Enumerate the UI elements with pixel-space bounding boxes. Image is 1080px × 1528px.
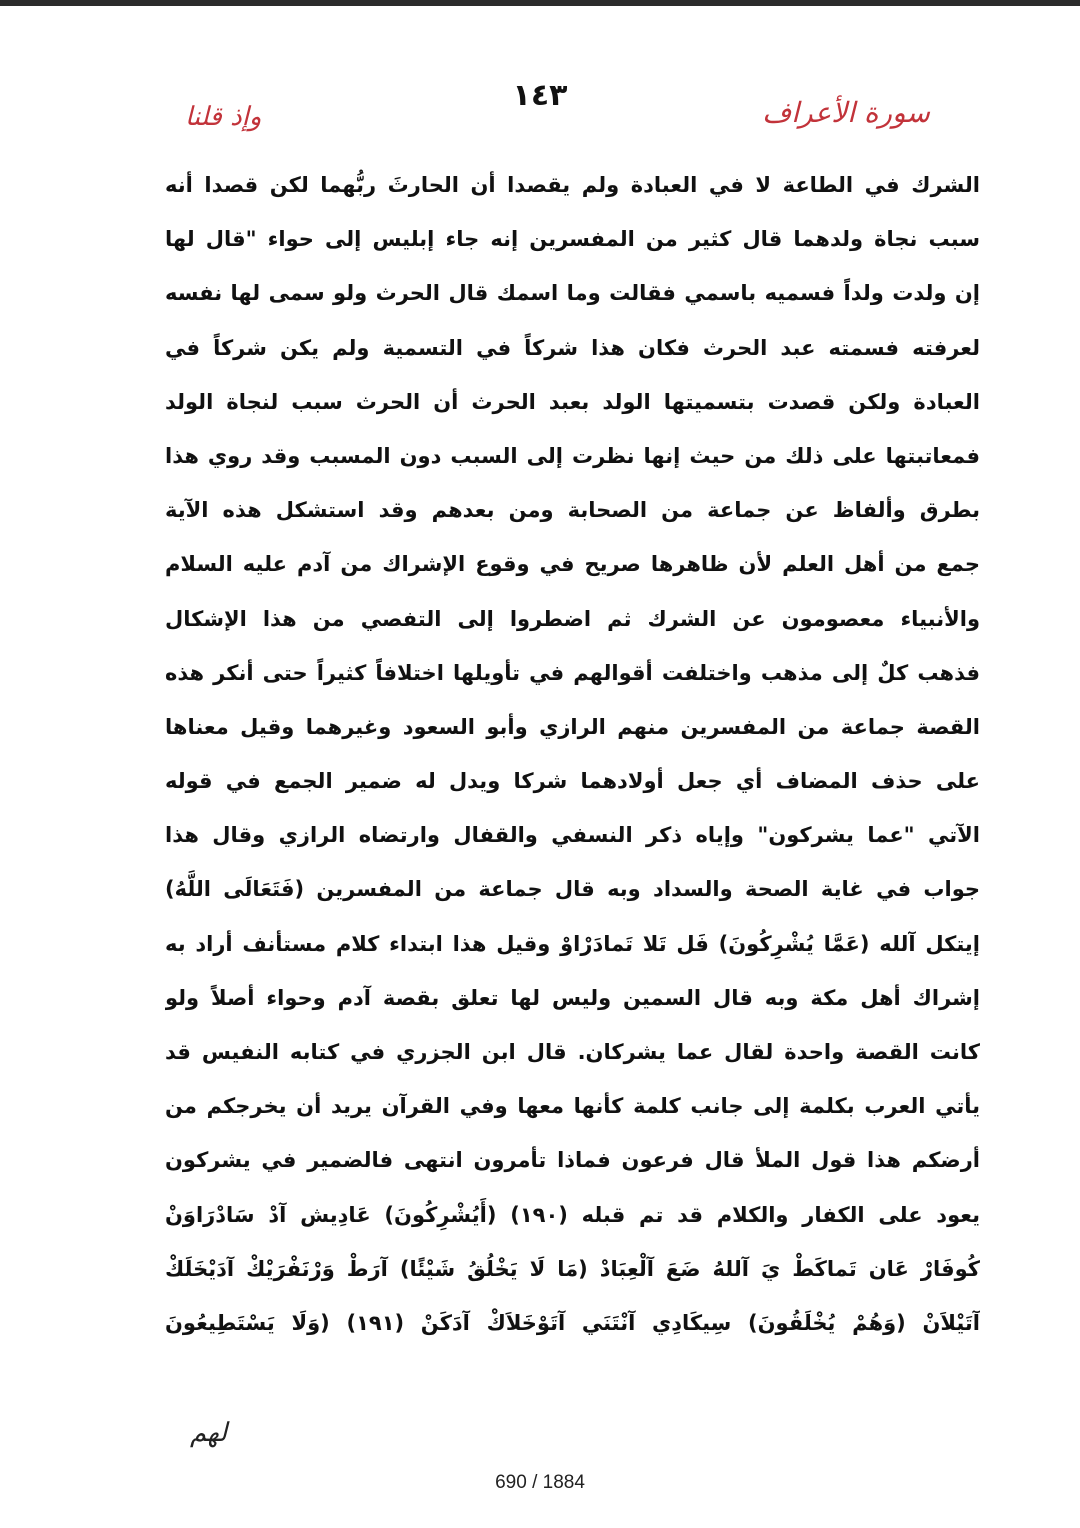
text-line: بطرق وألفاظ عن جماعة من الصحابة ومن بعدهم وقد استشكل هذه الآية	[165, 498, 980, 523]
scan-top-edge	[0, 0, 1080, 6]
text-line: جواب في غاية الصحة والسداد وبه قال جماعة من المفسرين (فَتَعَالَى اللَّهُ)	[165, 877, 980, 902]
text-line: لعرفته فسمته عبد الحرث فكان هذا شركاً في التسمية ولم يكن شركاً في	[165, 335, 980, 360]
text-line: يأتي العرب بكلمة إلى جانب كلمة كأنها معها وفي القرآن يريد أن يخرجكم من	[165, 1094, 980, 1119]
text-line: والأنبياء معصومون عن الشرك ثم اضطروا إلى التفصي من هذا الإشكال	[165, 606, 980, 631]
page-counter: 690 / 1884	[495, 1472, 585, 1493]
text-line: ﻛُﻮﻓَﺎﺭْ ﻋَﺎﻥ ﺗَﻤﺎﻛَﻂْ ﻱَ ﺁﻟﻠﻪُ ﺿَﻊَ ﺁﻟْﻌِﺒَﺎﺩْ (مَا لَا يَخْلُقُ شَيْئًا) ﺁﺭَﻁْ ﻭَﺭْﻧَﻔْﺮَﻳْﻚْ ﺁﺩَﻳْﺨَﻠَﻚْ	[165, 1256, 980, 1281]
page-number: ١٤٣	[512, 78, 568, 113]
text-line: جمع من أهل العلم لأن ظاهرها صريح في وقوع الإشراك من آدم عليه السلام	[165, 552, 980, 577]
text-line: سبب نجاة ولدهما قال كثير من المفسرين إنه جاء إبليس إلى حواء "قال لها	[165, 227, 980, 252]
text-line: فمعاتبتها على ذلك من حيث إنها نظرت إلى السبب دون المسبب وقد روي هذا	[165, 443, 980, 468]
text-line: يعود على الكفار والكلام قد تم قبله (١٩٠) (أَيُشْرِكُونَ) ﻋَﺎﺩِﻳﺶ ﺁﺩْ ﺳَﺎﺩْﺭَﺍﻭَﻥْ	[165, 1202, 980, 1227]
text-line: العبادة ولكن قصدت بتسميتها الولد بعبد الحرث أن الحرث سبب لنجاة الولد	[165, 389, 980, 414]
text-line: كانت القصة واحدة لقال عما يشركان. قال ابن الجزري في كتابه النفيس قد	[165, 1040, 980, 1064]
margin-note-verse: وإذ قلنا	[185, 102, 262, 132]
text-line: ﺁﺗَﻴْﻼَﻥْ (وَهُمْ يُخْلَقُونَ) ﺳِﻴﻜَﺎﺩِﻱ ﺁﻧْﺘَﻨَﻲ ﺁﺗَﻮْﺧَﻼَﻙْ ﺁﺩَﻛَﻦْ (١٩١) (وَلَا يَسْتَطِيعُونَ	[165, 1310, 980, 1335]
text-line: ﺇﻳﺘﻜﻞ ﺁﻟﻠﻪ (عَمَّا يُشْرِكُونَ) ﻓَﻞ ﺗَﻼ ﺗَﻤﺎﺩَﺭْﺍﻭْ وقيل هذا ابتداء كلام مستأنف أراد به	[165, 931, 980, 956]
margin-note-surah: سورة الأعراف	[762, 96, 930, 129]
text-line: القصة جماعة من المفسرين منهم الرازي وأبو السعود وغيرهما وقيل معناها	[165, 714, 980, 739]
text-line: الشرك في الطاعة لا في العبادة ولم يقصدا أن الحارثَ ربُّهما لكن قصدا أنه	[165, 173, 980, 197]
text-line: على حذف المضاف أي جعل أولادهما شركا ويدل له ضمير الجمع في قوله	[165, 769, 980, 794]
handwritten-bottom-note: لهم	[190, 1418, 228, 1448]
text-line: إن ولدت ولداً فسميه باسمي فقالت وما اسمك قال الحرث ولو سمى لها نفسه	[165, 281, 980, 306]
text-line: فذهب كلٌ إلى مذهب واختلفت أقوالهم في تأويلها اختلافاً كثيراً حتى أنكر هذه	[165, 660, 980, 685]
page-body-text	[165, 158, 980, 1350]
text-line: أرضكم هذا قول الملأ قال فرعون فماذا تأمرون انتهى فالضمير في يشركون	[165, 1148, 980, 1173]
text-line: الآتي "عما يشركون" وإياه ذكر النسفي والقفال وارتضاه الرازي وقال هذا	[165, 823, 980, 848]
text-line: إشراك أهل مكة وبه قال السمين وليس لها تعلق بقصة آدم وحواء أصلاً ولو	[165, 985, 980, 1010]
